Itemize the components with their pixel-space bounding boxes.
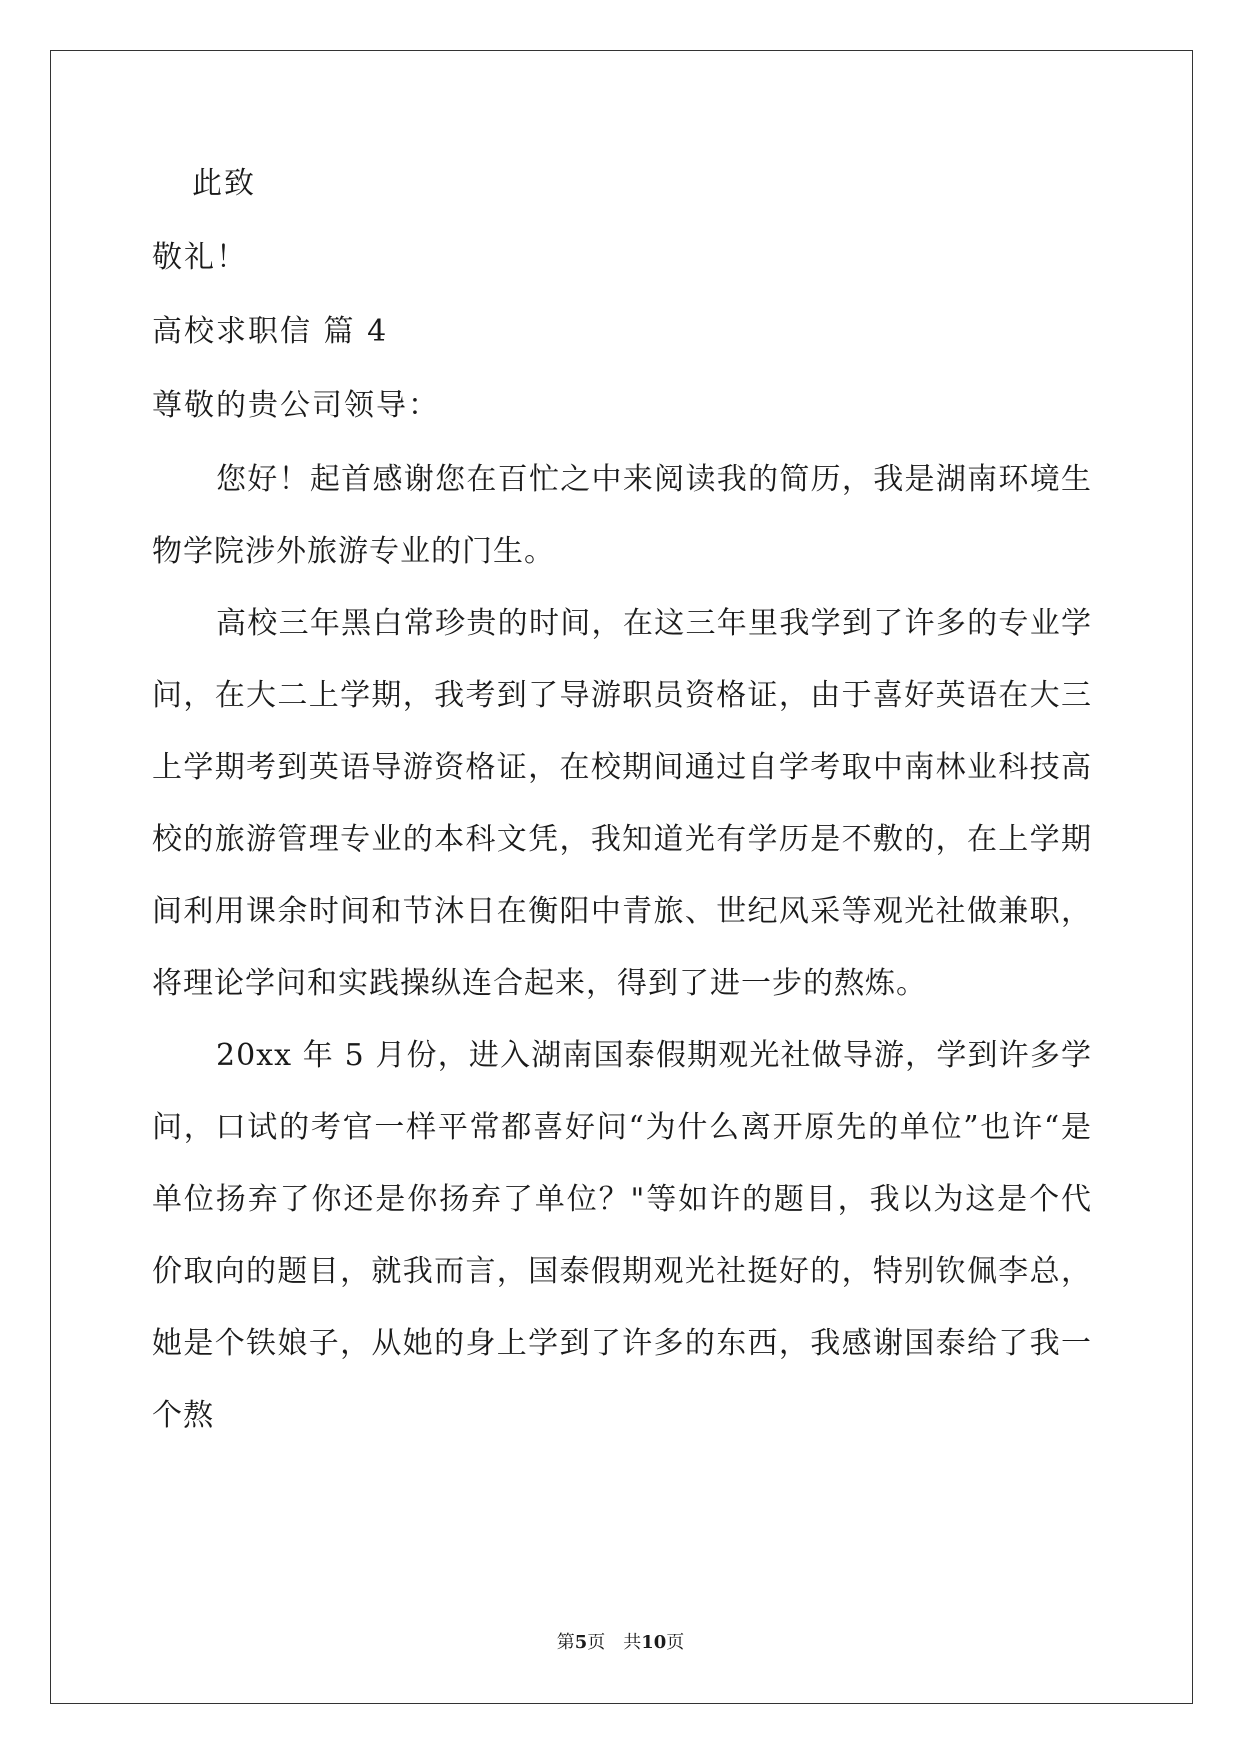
- paragraph-2: 高校三年黑白常珍贵的时间，在这三年里我学到了许多的专业学问，在大二上学期，我考到了导游职员资格证，由于喜好英语在大三上学期考到英语导游资格证，在校期间通过自学考取中南林业科技高校的旅游管理专业的本科文凭，我知道光有学历是不敷的，在上学期间利用课余时间和节沐日在衡阳中青旅、世纪风采等观光社做兼职，将理论学问和实践操纵连合起来，得到了进一步的熬炼。: [152, 606, 1092, 1001]
- paragraph-3: 20xx 年 5 月份，进入湖南国泰假期观光社做导游，学到许多学问，口试的考官一样平常都喜好问“为什么离开原先的单位”也许“是单位扬弃了你还是你扬弃了单位？"等如许的题目，我以为这是个代价取向的题目，就我而言，国泰假期观光社挺好的，特别钦佩李总，她是个铁娘子，从她的身上学到了许多的东西，我感谢国泰给了我一个熬: [152, 1038, 1092, 1433]
- page-footer: [0, 1632, 1241, 1654]
- footer-prefix: 第: [556, 1632, 575, 1653]
- closing-line-1: 此致: [192, 166, 256, 201]
- salutation: 尊敬的贵公司领导：: [152, 388, 440, 423]
- closing-line-2: 敬礼！: [152, 240, 248, 275]
- footer-total-pages: 10: [641, 1632, 667, 1653]
- document-body: [152, 166, 1092, 1452]
- footer-mid: 页 共: [587, 1632, 642, 1653]
- section-title: 高校求职信 篇 4: [152, 314, 389, 349]
- footer-page-number: 5: [574, 1632, 588, 1653]
- paragraph-1: 您好！起首感谢您在百忙之中来阅读我的简历，我是湖南环境生物学院涉外旅游专业的门生。: [152, 462, 1092, 569]
- footer-suffix: 页: [666, 1632, 685, 1653]
